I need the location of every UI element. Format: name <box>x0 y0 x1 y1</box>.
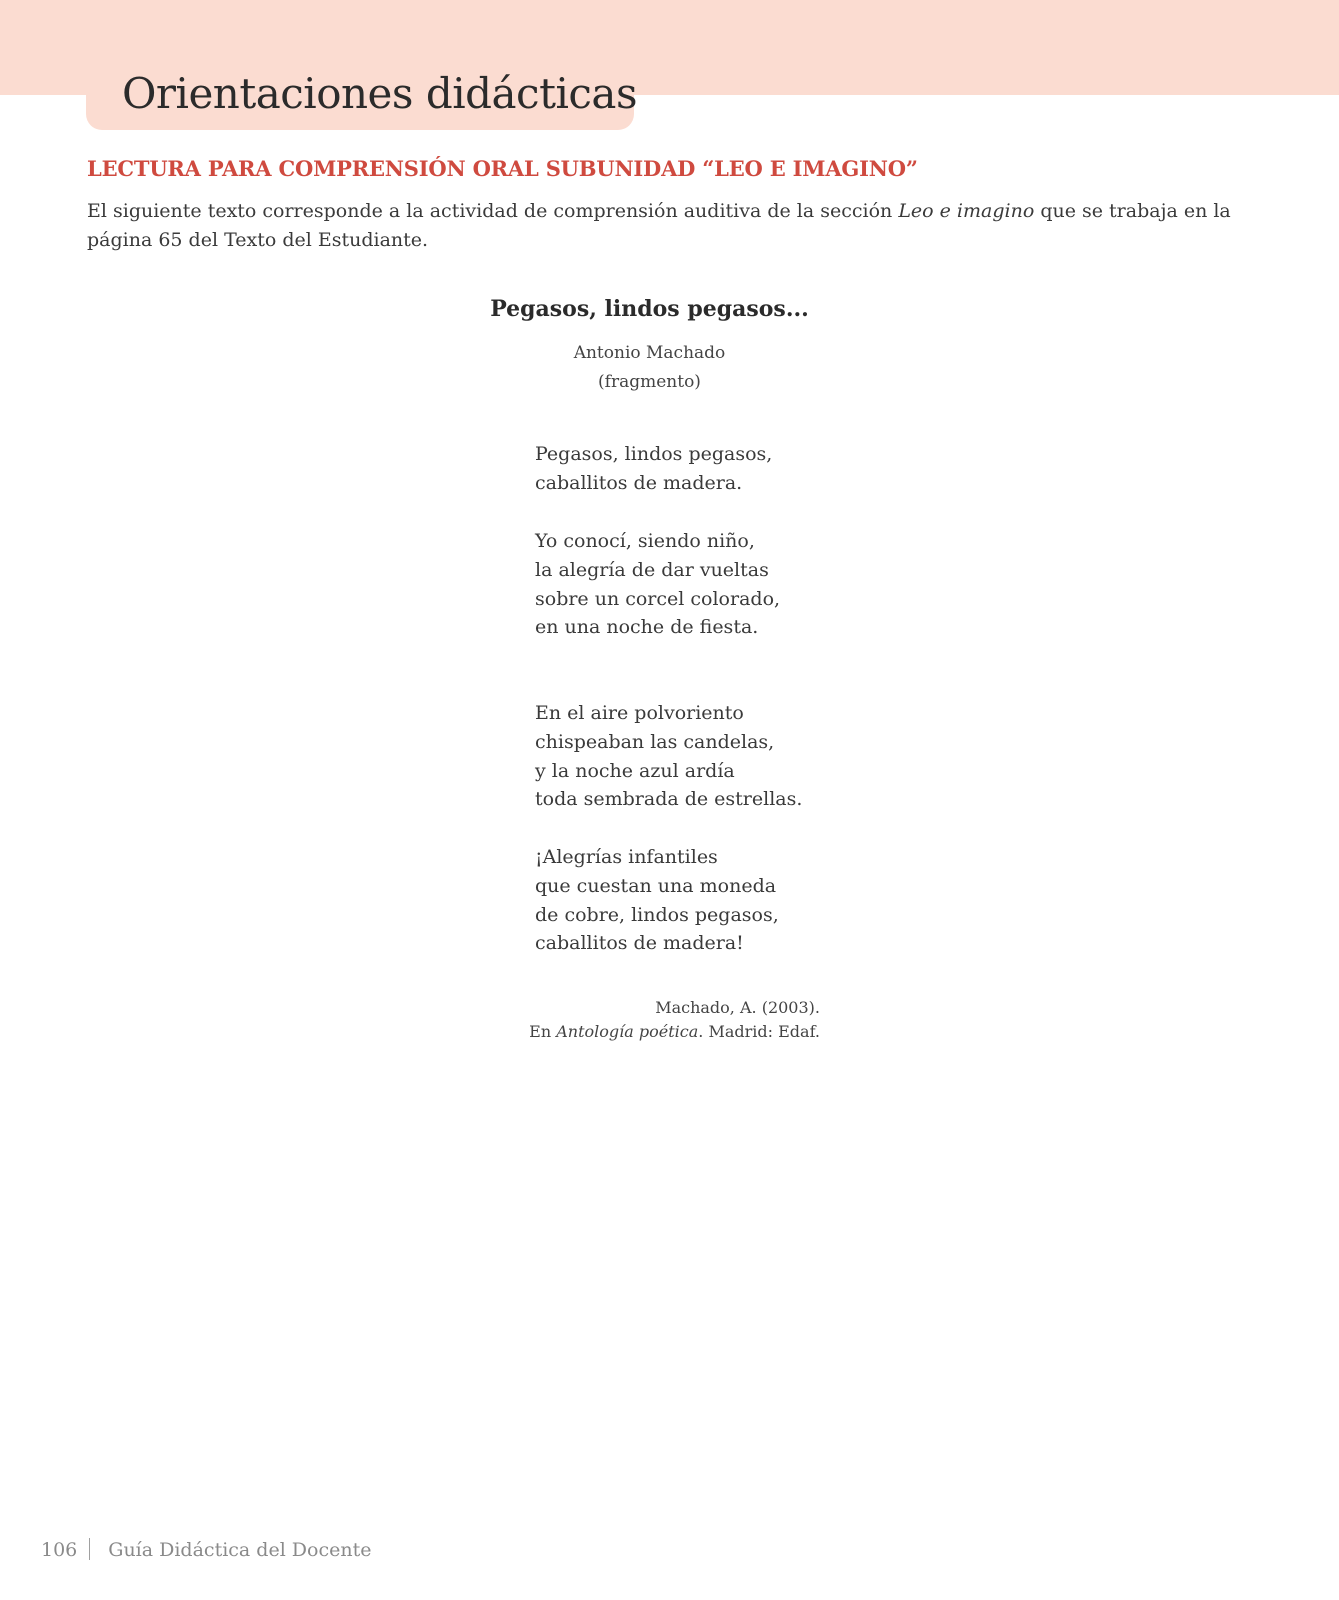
poem-verse: en una noche de fiesta. <box>535 616 759 639</box>
poem-verse: Yo conocí, siendo niño, <box>535 530 755 552</box>
citation-book-title: Antología poética <box>556 1022 699 1041</box>
citation-line-1: Machado, A. (2003). <box>655 998 820 1017</box>
intro-section-name: Leo e imagino <box>898 200 1035 222</box>
footer-book-title: Guía Didáctica del Docente <box>108 1539 372 1561</box>
poem-verse: que cuestan una moneda <box>535 874 777 897</box>
poem-verse: ¡Alegrías infantiles <box>535 846 718 868</box>
poem-stanza-3 <box>535 699 802 814</box>
poem-title: Pegasos, lindos pegasos... <box>490 296 809 322</box>
footer-divider <box>89 1538 90 1560</box>
poem-verse: caballitos de madera! <box>535 932 744 955</box>
citation-publisher: . Madrid: Edaf. <box>698 1022 820 1041</box>
intro-text-start: El siguiente texto corresponde a la actividad de comprensión auditiva de la sección <box>87 200 899 222</box>
poem-note: (fragmento) <box>598 372 701 392</box>
poem-verse: chispeaban las candelas, <box>535 730 775 753</box>
poem-verse: caballitos de madera. <box>535 471 743 494</box>
poem-stanza-2 <box>535 527 780 642</box>
poem-stanza-1 <box>535 440 772 498</box>
poem-verse: y la noche azul ardía <box>535 759 735 782</box>
poem-verse: toda sembrada de estrellas. <box>535 788 803 811</box>
page-footer <box>41 1536 371 1564</box>
page-title: Orientaciones didácticas <box>122 69 638 118</box>
intro-paragraph <box>87 197 1247 255</box>
poem-verse: sobre un corcel colorado, <box>535 587 781 610</box>
intro-text-end: que se trabaja en la página 65 del Texto del Estudiante. <box>87 200 1231 251</box>
poem-verse: Pegasos, lindos pegasos, <box>535 443 773 465</box>
poem-verse: la alegría de dar vueltas <box>535 558 769 581</box>
page-number: 106 <box>41 1539 78 1561</box>
poem-citation <box>529 996 820 1044</box>
poem-stanza-4 <box>535 843 779 958</box>
section-heading: LECTURA PARA COMPRENSIÓN ORAL SUBUNIDAD “LEO E IMAGINO” <box>87 156 918 181</box>
citation-line-2 <box>529 1020 820 1044</box>
citation-prefix: En <box>529 1022 557 1041</box>
poem-author: Antonio Machado <box>573 343 726 363</box>
poem-verse: En el aire polvoriento <box>535 702 744 724</box>
poem-verse: de cobre, lindos pegasos, <box>535 903 779 926</box>
